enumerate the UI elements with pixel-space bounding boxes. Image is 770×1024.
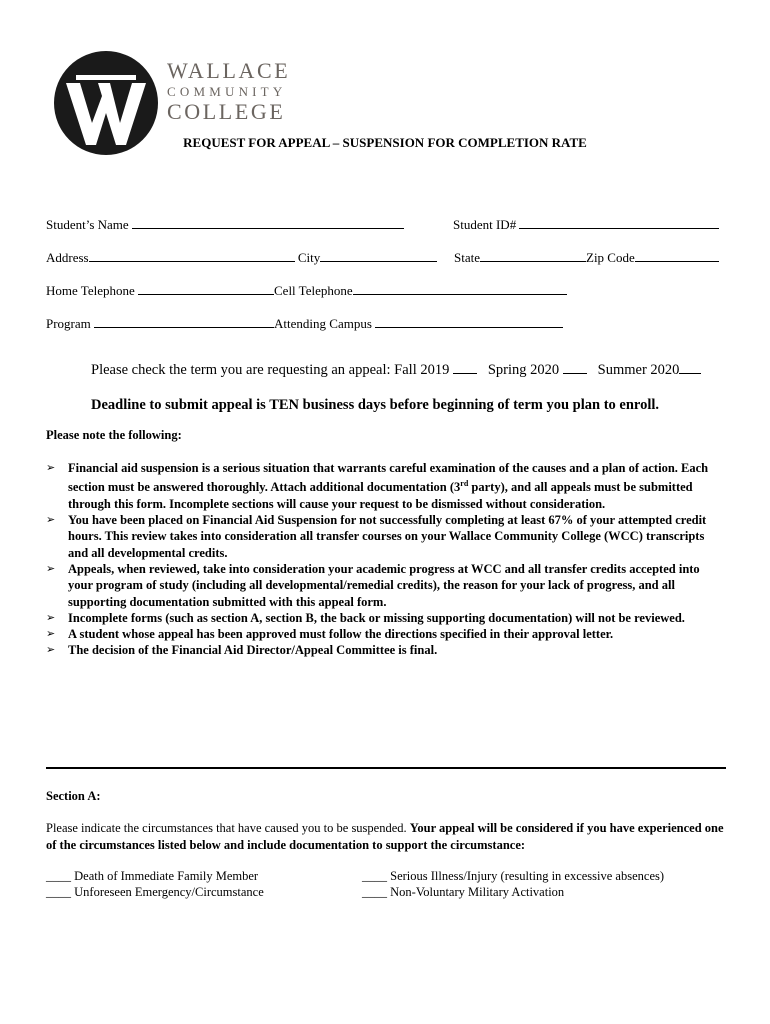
term-selection-row bbox=[91, 361, 701, 379]
term-summer: Summer 2020 bbox=[597, 362, 680, 378]
city-field[interactable] bbox=[320, 249, 437, 262]
section-divider bbox=[46, 767, 726, 769]
student-name-row bbox=[46, 216, 404, 233]
note-heading: Please note the following: bbox=[46, 428, 182, 442]
arrow-bullet-icon: ➢ bbox=[46, 561, 56, 575]
student-name-label: Student’s Name bbox=[46, 217, 129, 232]
telephone-row bbox=[46, 282, 567, 299]
notes-list bbox=[46, 460, 726, 659]
state-zip-row bbox=[454, 249, 719, 266]
arrow-bullet-icon: ➢ bbox=[46, 627, 56, 641]
list-item: ➢ Incomplete forms (such as section A, section B, the back or missing supporting documentation) will not be reviewed. bbox=[46, 610, 685, 625]
spring-2020-blank[interactable] bbox=[563, 361, 587, 374]
home-phone-field[interactable] bbox=[138, 282, 274, 295]
address-field[interactable] bbox=[89, 249, 295, 262]
city-label: City bbox=[297, 250, 321, 265]
section-a-instructions: Please indicate the circumstances that have caused you to be suspended. Your appeal will be considered if you have experienced one of the circumstances listed below and include documentation to support the circumstance: bbox=[46, 821, 724, 852]
campus-label: Attending Campus bbox=[274, 316, 372, 331]
logo-line-college: COLLEGE bbox=[167, 99, 286, 124]
cell-phone-label: Cell Telephone bbox=[274, 283, 353, 298]
fall-2019-blank[interactable] bbox=[453, 361, 477, 374]
address-row bbox=[46, 249, 437, 266]
zip-field[interactable] bbox=[635, 249, 719, 262]
list-item: ➢ You have been placed on Financial Aid Suspension for not successfully completing at least 67% of your attempted credit hours. This review takes into consideration all transfer courses on your Wallace Community College (WCC) transcripts and all developmental credits. bbox=[46, 513, 707, 560]
logo-line-wallace: WALLACE bbox=[167, 58, 291, 83]
arrow-bullet-icon: ➢ bbox=[46, 643, 56, 657]
term-prompt-fall: Please check the term you are requesting an appeal: Fall 2019 bbox=[91, 362, 450, 378]
list-item: ➢ Financial aid suspension is a serious situation that warrants careful examination of the causes and a plan of action. Each section must be answered thoroughly. Attach additional documentation (3rd party), and all appeals must be submitted through this form. Incomplete sections will cause your request to be dismissed without consideration. bbox=[46, 461, 709, 511]
circumstance-death-option[interactable]: ____ Death of Immediate Family Member bbox=[46, 869, 259, 883]
student-name-field[interactable] bbox=[132, 216, 404, 229]
cell-phone-field[interactable] bbox=[353, 282, 567, 295]
zip-label: Zip Code bbox=[586, 250, 635, 265]
home-phone-label: Home Telephone bbox=[46, 283, 135, 298]
summer-2020-blank[interactable] bbox=[679, 361, 701, 374]
term-spring: Spring 2020 bbox=[487, 362, 560, 378]
logo-line-community: COMMUNITY bbox=[167, 84, 287, 99]
arrow-bullet-icon: ➢ bbox=[46, 461, 56, 474]
list-item: ➢ A student whose appeal has been approved must follow the directions specified in their approval letter. bbox=[46, 627, 614, 642]
student-id-label: Student ID# bbox=[453, 217, 517, 232]
program-row bbox=[46, 315, 563, 332]
program-label: Program bbox=[46, 316, 91, 331]
list-item: ➢ Appeals, when reviewed, take into consideration your academic progress at WCC and all transfer credits accepted into your program of study (including all developmental/remedial credits), the reason for your lack of progress, and all supporting documentation submitted with this appeal form. bbox=[46, 561, 700, 609]
form-title: REQUEST FOR APPEAL – SUSPENSION FOR COMPLETION RATE bbox=[183, 135, 587, 150]
program-field[interactable] bbox=[94, 315, 274, 328]
list-item: ➢ The decision of the Financial Aid Director/Appeal Committee is final. bbox=[46, 643, 438, 658]
section-a-heading: Section A: bbox=[46, 789, 101, 803]
arrow-bullet-icon: ➢ bbox=[46, 610, 56, 624]
address-label: Address bbox=[46, 250, 89, 265]
student-id-field[interactable] bbox=[519, 216, 719, 229]
circumstance-emergency-option[interactable]: ____ Unforeseen Emergency/Circumstance bbox=[46, 885, 264, 899]
circumstance-military-option[interactable]: ____ Non-Voluntary Military Activation bbox=[362, 885, 565, 899]
state-field[interactable] bbox=[480, 249, 586, 262]
deadline-notice: Deadline to submit appeal is TEN business days before beginning of term you plan to enroll. bbox=[91, 397, 659, 413]
state-label: State bbox=[454, 250, 480, 265]
college-logo-text bbox=[167, 60, 290, 123]
campus-field[interactable] bbox=[375, 315, 563, 328]
circumstance-illness-option[interactable]: ____ Serious Illness/Injury (resulting in excessive absences) bbox=[362, 869, 665, 883]
student-id-row bbox=[453, 216, 719, 233]
arrow-bullet-icon: ➢ bbox=[46, 513, 56, 527]
